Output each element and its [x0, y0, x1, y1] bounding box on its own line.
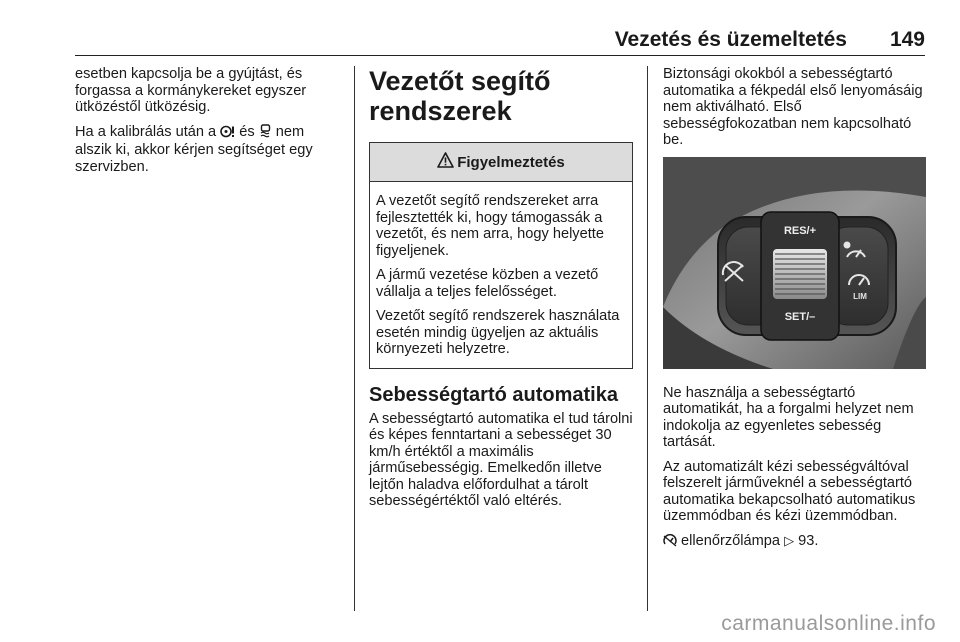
- column-divider-2: [647, 66, 648, 611]
- column-1: [75, 66, 343, 183]
- column-divider-1: [354, 66, 355, 611]
- cruise-control-switch-photo: [663, 157, 926, 369]
- paragraph: A jármű vezetése közben a vezető vállalja a teljes felelősséget.: [376, 267, 599, 300]
- paragraph: esetben kapcsolja be a gyújtást, és forgassa a kormánykereket egyszer ütközéstől ütközésig.: [75, 66, 307, 115]
- warning-body: [370, 182, 632, 368]
- section-heading: Vezetőt segítő rendszerek: [369, 66, 551, 126]
- warning-header: [370, 143, 632, 182]
- stability-control-icon: [259, 124, 272, 143]
- paragraph: Az automatizált kézi sebességváltóval felszerelt járműveknél a sebességtartó automatika bekapcsolható automatikus üzemmódban és kézi üzemmódban.: [663, 458, 916, 524]
- set-button-label: SET/–: [784, 310, 816, 323]
- paragraph: [75, 124, 343, 176]
- text: és: [235, 123, 259, 140]
- text: Ha a kalibrálás után a: [75, 123, 221, 140]
- cruise-control-lamp-icon: [663, 534, 677, 552]
- page-number: 149: [889, 28, 925, 51]
- page-header: [75, 28, 925, 58]
- warning-box: [369, 142, 633, 369]
- page-reference[interactable]: 93.: [798, 532, 819, 549]
- steering-warning-icon: [220, 125, 235, 143]
- column-2: [369, 66, 633, 518]
- res-button-label: RES/+: [783, 224, 817, 237]
- column-3: [663, 66, 928, 559]
- lim-label: LIM: [853, 291, 867, 301]
- warning-triangle-icon: [437, 152, 457, 172]
- paragraph: Biztonsági okokból a sebességtartó automatika a fékpedál első lenyomásáig nem aktiválható. Első sebességfokozatban nem kapcsolható be.: [663, 66, 923, 148]
- watermark: carmanualsonline.info: [721, 612, 936, 635]
- subsection-heading: Sebességtartó automatika: [369, 383, 618, 406]
- header-rule: [75, 55, 925, 56]
- page-reference-arrow-icon[interactable]: ▷: [784, 532, 795, 548]
- text: ellenőrzőlámpa: [677, 532, 785, 549]
- text: nem alszik ki, akkor kérjen segítséget egy szervizben.: [75, 123, 313, 175]
- paragraph: Vezetőt segítő rendszerek használata esetén mindig ügyeljen az aktuális környezeti helyzetre.: [376, 308, 620, 357]
- warning-title: Figyelmeztetés: [457, 153, 565, 171]
- paragraph: A vezetőt segítő rendszereket arra fejlesztették ki, hogy támogassák a vezetőt, és nem arra, hogy helyette figyeljenek.: [376, 193, 604, 259]
- paragraph: A sebességtartó automatika el tud tárolni és képes fenntartani a sebességet 30 km/h értéktől a maximális járműsebességig. Emelkedőn illetve lejtőn haladva előfordulhat a tárolt sebességértéktől való eltérés.: [369, 410, 633, 509]
- paragraph: [663, 533, 928, 552]
- paragraph: Ne használja a sebességtartó automatikát, ha a forgalmi helyzet nem indokolja az egyenletes sebesség tartását.: [663, 384, 914, 450]
- header-title: Vezetés és üzemeltetés: [614, 28, 847, 51]
